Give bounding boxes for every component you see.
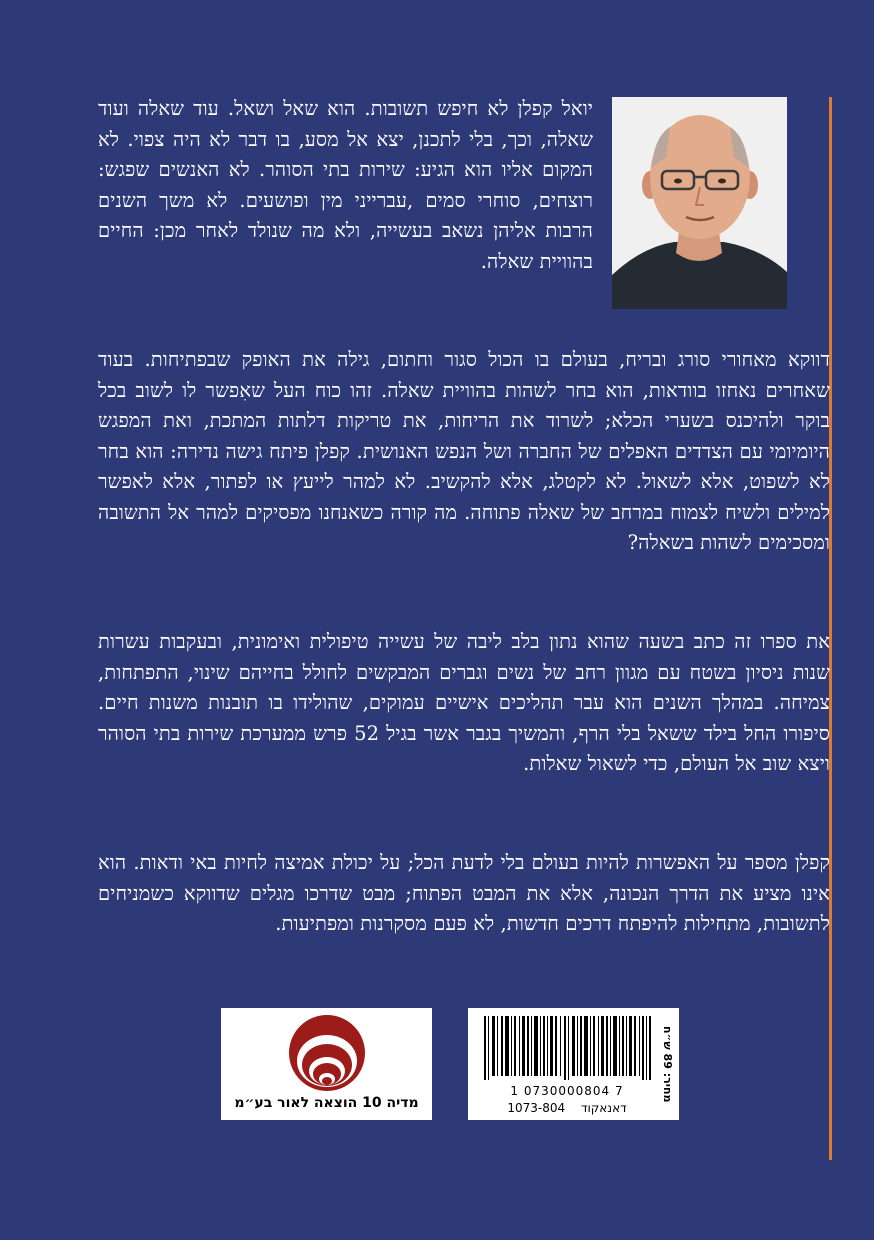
- danacode-line: [482, 1101, 652, 1115]
- price-text: מחיר: 89 ש״ח: [661, 1025, 674, 1103]
- publisher-name: מדיה 10 הוצאה לאור בע״מ: [234, 1095, 419, 1111]
- author-photo: [612, 97, 787, 309]
- description-paragraph-2: דווקא מאחורי סורג ובריח, בעולם בו הכול סגור וחתום, גילה את האופק שבפתיחות. בעוד שאחרים נאחזו בוודאות, הוא בחר לשהות בהוויית שאלה. זהו כוח העל שאִפשר לו לשוב בכל בוקר ולהיכנס בשערי הכלא; לשרוד את הריחות, את טריקות דלתות המתכת, ואת המפגש היומיומי עם הצדדים האפלים של החברה ושל הנפש האנושית. קפלן פיתח גישה נדירה: הוא בחר לא לשפוט, אלא לשאול. לא לקטלג, אלא להקשיב. לא למהר לייעץ או לפתור, אלא לאפשר למילים ולשיח לצמוח במרחב של שאלה פתוחה. מה קורה כשאנחנו מפסיקים למהר אל התשובה ומסכימים לשהות בשאלה?: [98, 348, 830, 554]
- publisher-logo-box: [221, 1008, 432, 1120]
- danacode-value: 1073-804: [507, 1101, 566, 1115]
- author-intro-paragraph: יואל קפלן לא חיפש תשובות. הוא שאל ושאל. עוד שאלה ועוד שאלה, וכך, בלי לתכנן, יצא אל מסע, בו דבר לא היה צפוי. לא המקום אליו הוא הגיע: שירות בתי הסוהר. לא האנשים שפגש: רוצחים, סוחרי סמים ,עברייני מין ופושעים. לא משך השנים הרבות אליהן נשאב בעשייה, ולא מה שנולד לאחר מכן: החיים בהוויית שאלה.: [98, 97, 593, 273]
- barcode-icon: [484, 1016, 654, 1080]
- description-paragraph-3: את ספרו זה כתב בשעה שהוא נתון בלב ליבה של עשייה טיפולית ואימונית, ובעקבות עשרות שנות ניסיון בשטח עם מגוון רחב של נשים וגברים המבקשים לחולל בחייהם שינוי, התפתחות, צמיחה. במהלך השנים הוא עבר תהליכים אישיים עמוקים, שהולידו בו תובנות משנות חיים. סיפורו החל בילד ששאל בלי הרף, והמשיך בגבר אשר בגיל 52 פרש ממערכת שירות בתי הסוהר ויצא שוב אל העולם, כדי לשאול שאלות.: [98, 630, 830, 775]
- barcode-number: 1 0730000804 7: [510, 1084, 624, 1098]
- barcode-label: [468, 1008, 679, 1120]
- description-paragraph-4: קפלן מספר על האפשרות להיות בעולם בלי לדעת הכל; על יכולת אמיצה לחיות באי ודאות. הוא אינו מציע את הדרך הנכונה, אלא את המבט הפתוח; מבט שדרכו מגלים שדווקא כשמניחים לתשובות, מתחילות להיפתח דרכים חדשות, לא פעם מסקרנות ומפתיעות.: [98, 851, 830, 935]
- publisher-logo-icon: [287, 1013, 367, 1093]
- danacode-label: דאנאקוד: [580, 1101, 627, 1115]
